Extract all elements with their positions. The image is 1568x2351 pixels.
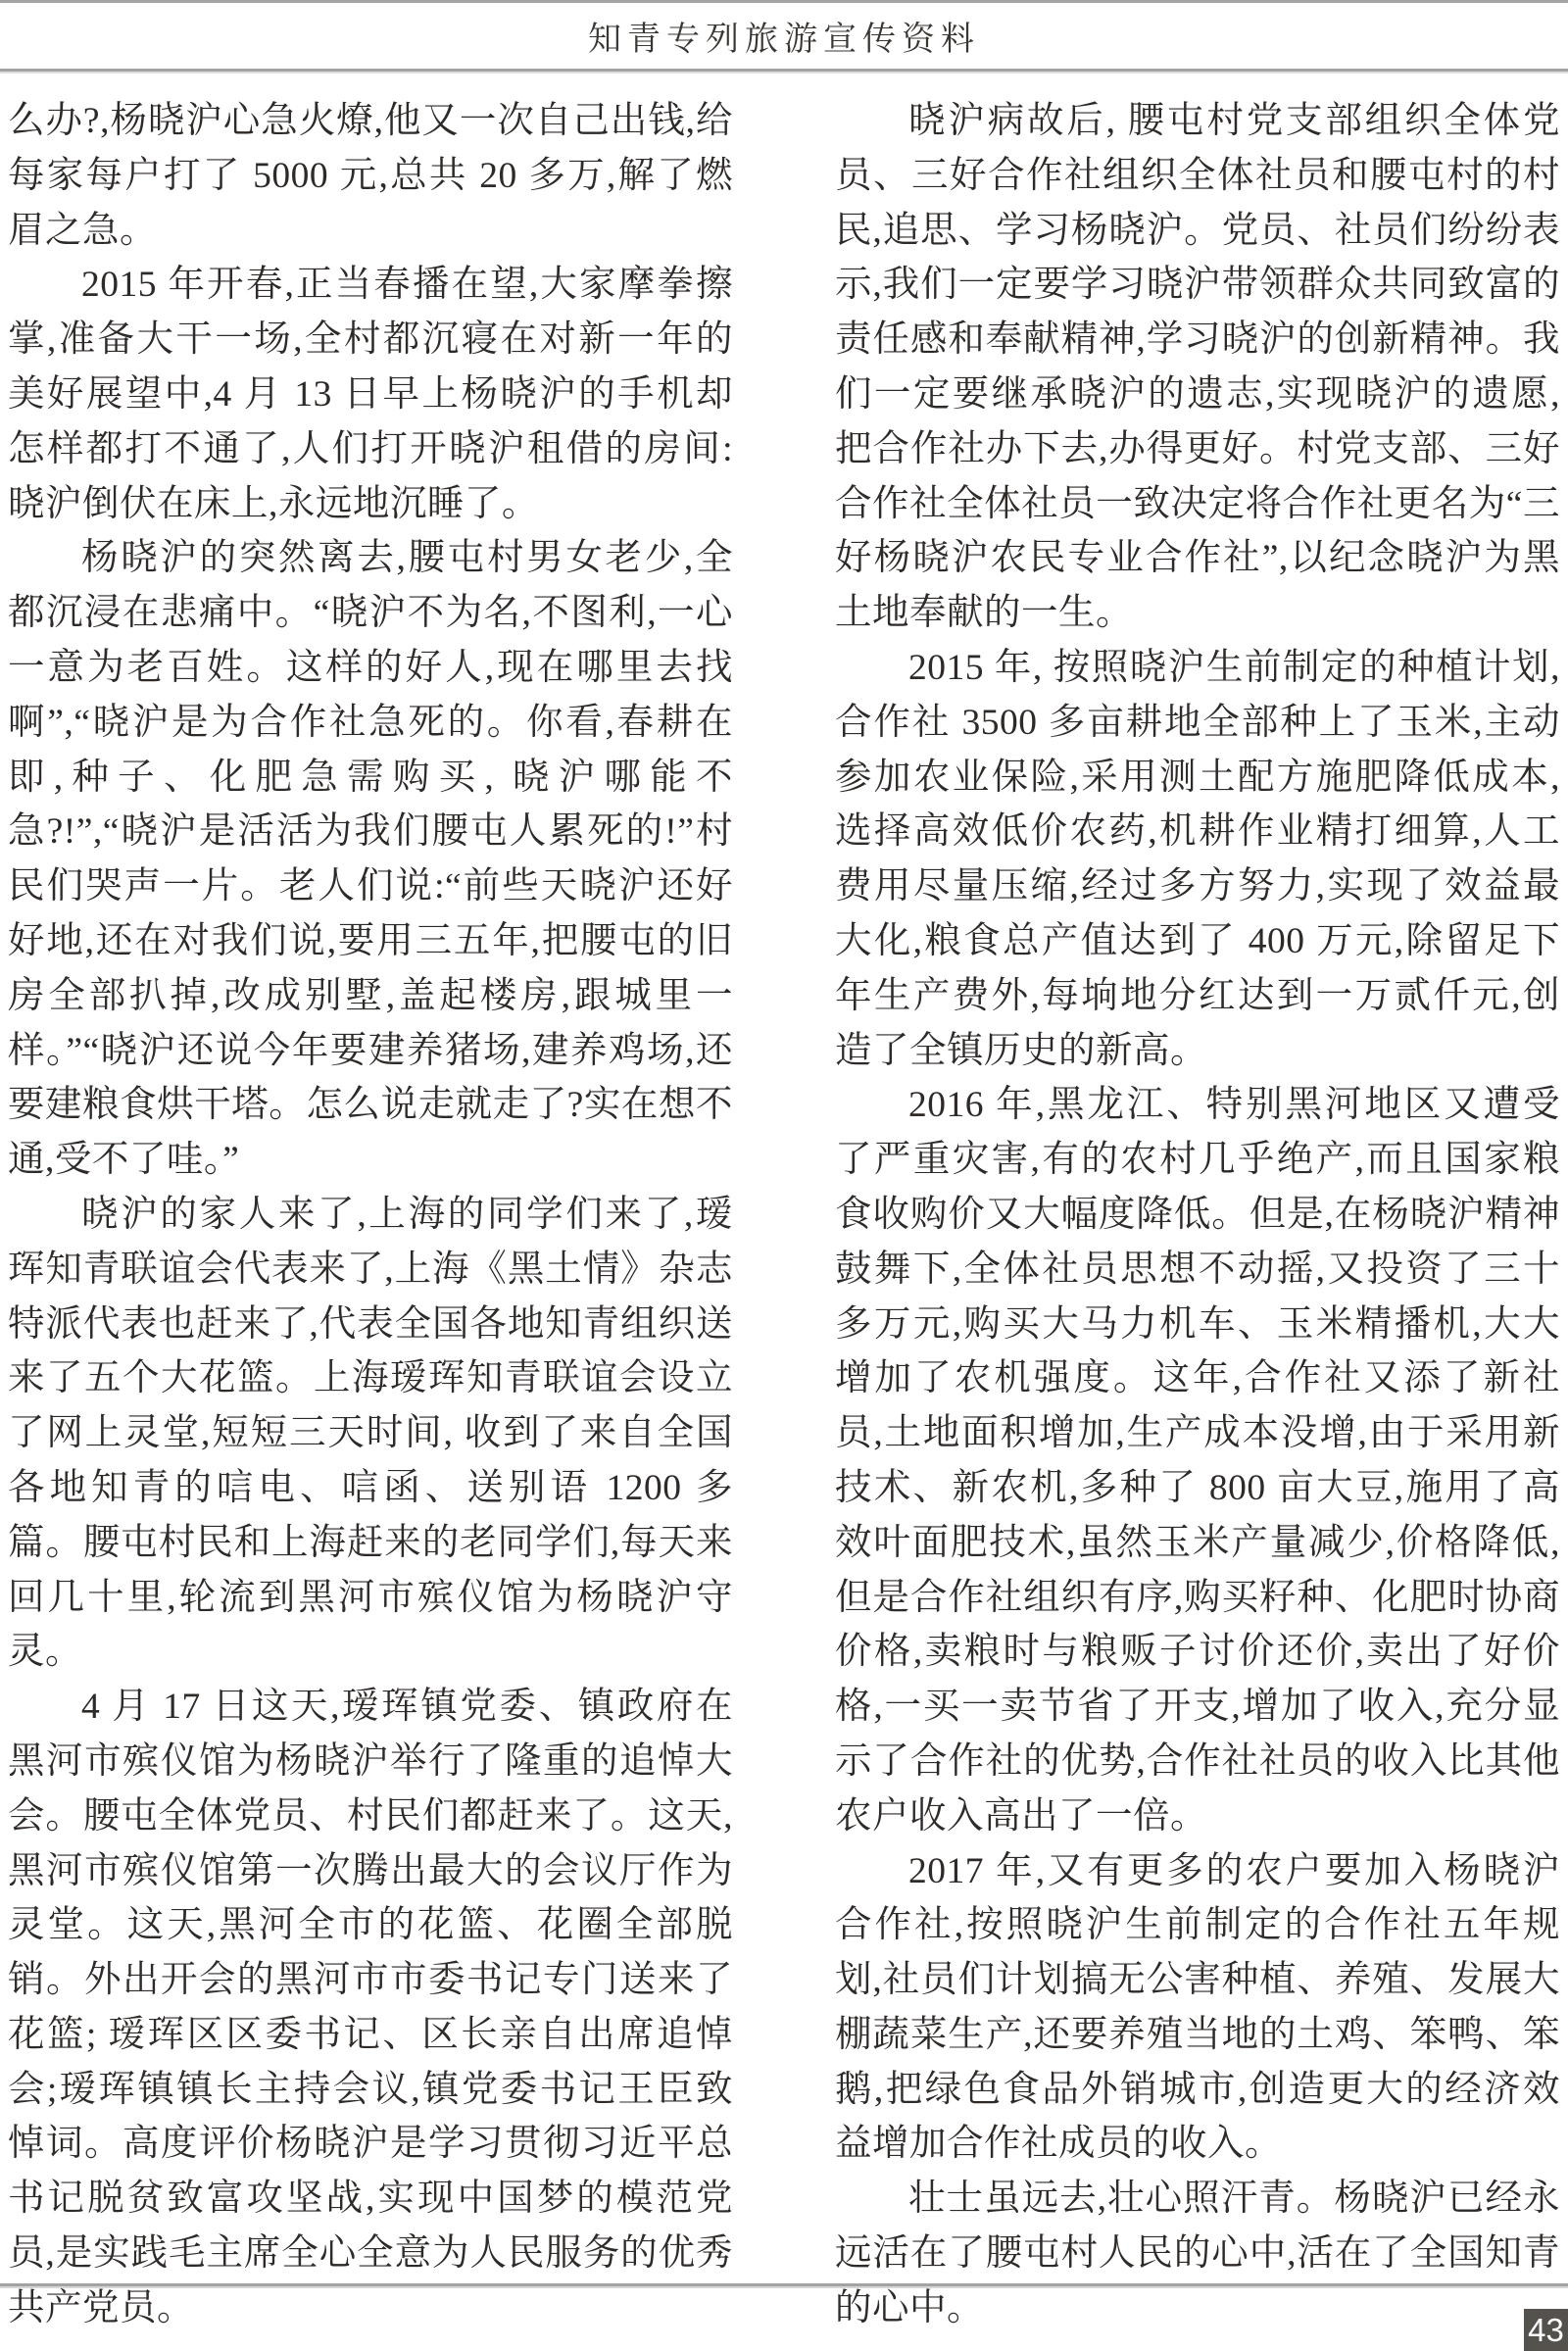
- paragraph: 2015 年开春,正当春播在望,大家摩拳擦掌,准备大干一场,全村都沉寝在对新一年的美好展望中,4 月 13 日早上杨晓沪的手机却怎样都打不通了,人们打开晓沪租借的房间:晓沪倒伏在床上,永远地沉睡了。: [8, 265, 733, 524]
- paragraph: 4 月 17 日这天,瑷珲镇党委、镇政府在黑河市殡仪馆为杨晓沪举行了隆重的追悼大会。腰屯全体党员、村民们都赶来了。这天,黑河市殡仪馆第一次腾出最大的会议厅作为灵堂。这天,黑河全市的花篮、花圈全部脱销。外出开会的黑河市市委书记专门送来了花篮; 瑷珲区区委书记、区长亲自出席追悼会;瑷珲镇镇长主持会议,镇党委书记王臣致悼词。高度评价杨晓沪是学习贯彻习近平总书记脱贫致富攻坚战,实现中国梦的模范党员,是实践毛主席全心全意为人民服务的优秀共产党员。: [8, 1687, 733, 2328]
- left-column: [8, 94, 733, 2336]
- header-rule: [0, 69, 1568, 72]
- paragraph: 么办?,杨晓沪心急火燎,他又一次自己出钱,给每家每户打了 5000 元,总共 20 多万,解了燃眉之急。: [8, 101, 733, 251]
- content-columns: [8, 94, 1560, 2336]
- right-column: [835, 94, 1560, 2336]
- page-title: 知青专列旅游宣传资料: [588, 22, 980, 58]
- paragraph: 杨晓沪的突然离去,腰屯村男女老少,全都沉浸在悲痛中。“晓沪不为名,不图利,一心一意为老百姓。这样的好人,现在哪里去找啊”,“晓沪是为合作社急死的。你看,春耕在即,种子、化肥急需购买, 晓沪哪能不急?!”,“晓沪是活活为我们腰屯人累死的!”村民们哭声一片。老人们说:“前些天晓沪还好好地,还在对我们说,要用三五年,把腰屯的旧房全部扒掉,改成别墅,盖起楼房,跟城里一样。”“晓沪还说今年要建养猪场,建养鸡场,还要建粮食烘干塔。怎么说走就走了?实在想不通,受不了哇。”: [8, 538, 733, 1181]
- page-number-badge: 43: [1524, 2309, 1568, 2351]
- paragraph: 壮士虽远去,壮心照汗青。杨晓沪已经永远活在了腰屯村人民的心中,活在了全国知青的心中。: [835, 2179, 1560, 2328]
- paragraph: 2016 年,黑龙江、特别黑河地区又遭受了严重灾害,有的农村几乎绝产,而且国家粮食收购价又大幅度降低。但是,在杨晓沪精神鼓舞下,全体社员思想不动摇,又投资了三十多万元,购买大马力机车、玉米精播机,大大增加了农机强度。这年,合作社又添了新社员,土地面积增加,生产成本没增,由于采用新技术、新农机,多种了 800 亩大豆,施用了高效叶面肥技术,虽然玉米产量减少,价格降低,但是合作社组织有序,购买籽种、化肥时协商价格,卖粮时与粮贩子讨价还价,卖出了好价格,一买一卖节省了开支,增加了收入,充分显示了合作社的优势,合作社社员的收入比其他农户收入高出了一倍。: [835, 1085, 1560, 1837]
- paragraph: 2015 年, 按照晓沪生前制定的种植计划,合作社 3500 多亩耕地全部种上了玉米,主动参加农业保险,采用测土配方施肥降低成本,选择高效低价农药,机耕作业精打细算,人工费用尽量压缩,经过多方努力,实现了效益最大化,粮食总产值达到了 400 万元,除留足下年生产费外,每垧地分红达到一万贰仟元,创造了全镇历史的新高。: [835, 647, 1560, 1071]
- paragraph: 晓沪病故后, 腰屯村党支部组织全体党员、三好合作社组织全体社员和腰屯村的村民,追思、学习杨晓沪。党员、社员们纷纷表示,我们一定要学习晓沪带领群众共同致富的责任感和奉献精神,学习晓沪的创新精神。我们一定要继承晓沪的遗志,实现晓沪的遗愿,把合作社办下去,办得更好。村党支部、三好合作社全体社员一致决定将合作社更名为“三好杨晓沪农民专业合作社”,以纪念晓沪为黑土地奉献的一生。: [835, 101, 1560, 634]
- footer-rule: [0, 2283, 1568, 2286]
- page-header: [0, 3, 1568, 69]
- paragraph: 2017 年,又有更多的农户要加入杨晓沪合作社,按照晓沪生前制定的合作社五年规划,社员们计划搞无公害种植、养殖、发展大棚蔬菜生产,还要养殖当地的土鸡、笨鸭、笨鹅,把绿色食品外销城市,创造更大的经济效益增加合作社成员的收入。: [835, 1850, 1560, 2165]
- paragraph: 晓沪的家人来了,上海的同学们来了,瑷珲知青联谊会代表来了,上海《黑土情》杂志特派代表也赶来了,代表全国各地知青组织送来了五个大花篮。上海瑷珲知青联谊会设立了网上灵堂,短短三天时间, 收到了来自全国各地知青的唁电、唁函、送别语 1200 多篇。腰屯村民和上海赶来的老同学们,每天来回几十里,轮流到黑河市殡仪馆为杨晓沪守灵。: [8, 1194, 733, 1673]
